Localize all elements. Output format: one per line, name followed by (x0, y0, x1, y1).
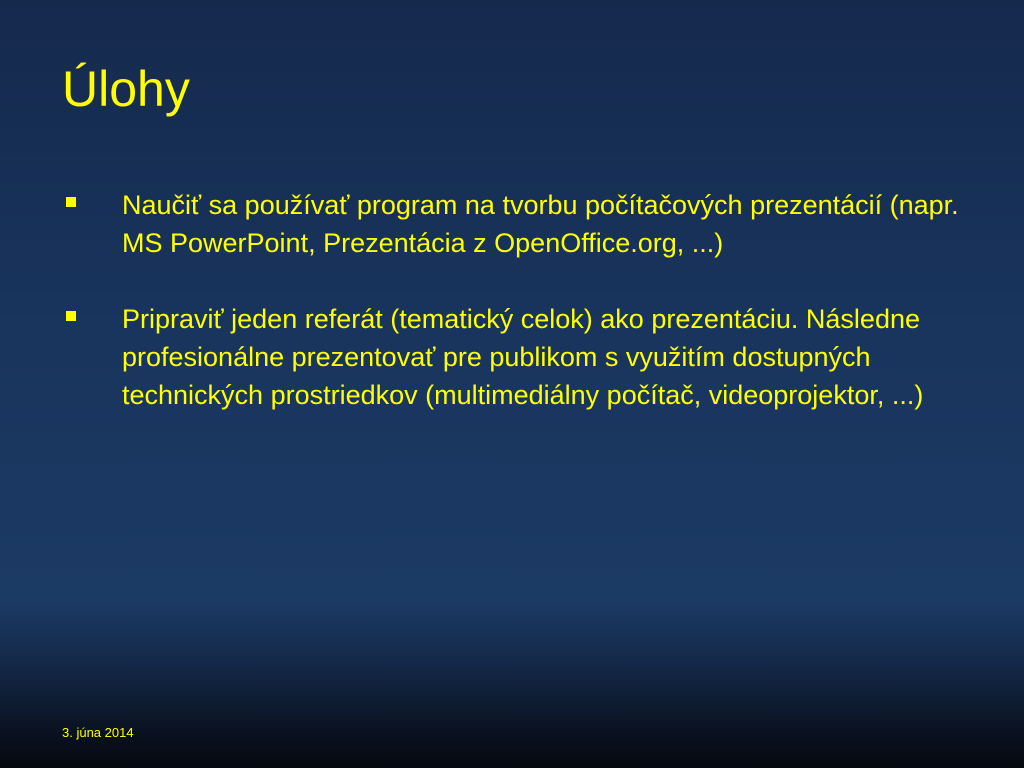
bullet-item (62, 186, 982, 262)
footer-date: 3. júna 2014 (62, 725, 134, 740)
bullet-list (62, 186, 982, 452)
square-bullet-icon (66, 311, 76, 321)
bullet-item (62, 300, 982, 414)
bullet-text: Naučiť sa používať program na tvorbu počítačových prezentácií (napr. MS PowerPoint, Prezentácia z OpenOffice.org, ...) (122, 190, 959, 258)
square-bullet-icon (66, 197, 76, 207)
slide-title: Úlohy (62, 61, 190, 117)
bullet-text: Pripraviť jeden referát (tematický celok) ako prezentáciu. Následne profesionálne prezentovať pre publikom s využitím dostupných technických prostriedkov (multimediálny počítač, videoprojektor, ...) (122, 304, 924, 410)
